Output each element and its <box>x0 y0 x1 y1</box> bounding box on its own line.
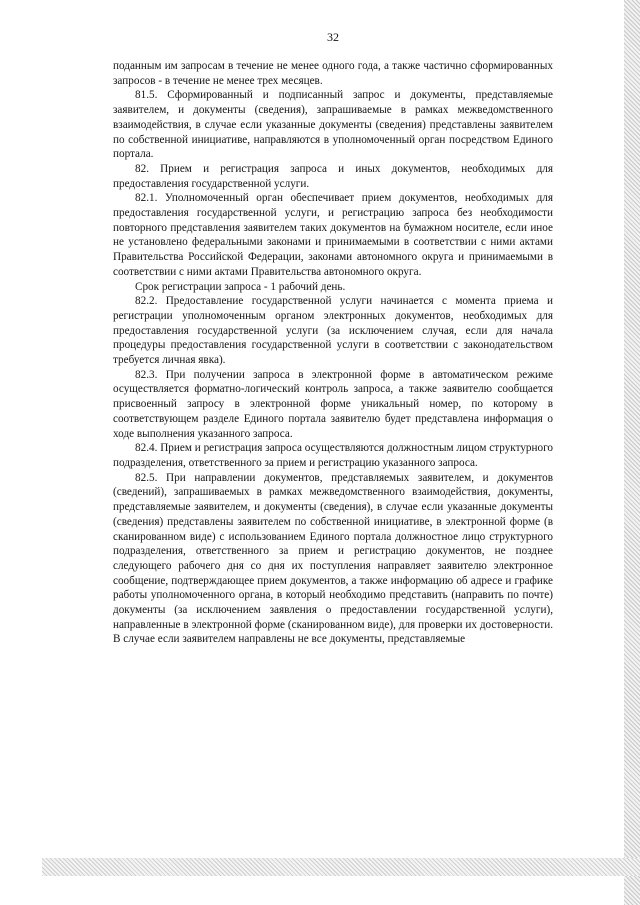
paragraph-registration-term: Срок регистрации запроса - 1 рабочий день. <box>135 280 346 293</box>
scan-edge-right <box>624 0 640 905</box>
document-page <box>113 30 553 647</box>
paragraph-continuation: поданным им запросам в течение не менее одного года, а также частично сформированных запросов - в течение не менее трех месяцев. <box>113 60 553 87</box>
paragraph-81-5: 81.5. Сформированный и подписанный запрос и документы, представляемые заявителем, и документы (сведения), запрашиваемые в рамках межведомственного взаимодействия, в случае если указанные документы (сведения) представлены заявителем по собственной инициативе, направляются в уполномоченный орган посредством Единого портала. <box>113 89 553 161</box>
paragraph-82: 82. Прием и регистрация запроса и иных документов, необходимых для предоставления государственной услуги. <box>113 162 553 190</box>
paragraph-82-1: 82.1. Уполномоченный орган обеспечивает прием документов, необходимых для предоставления государственной услуги, и регистрацию запроса без необходимости повторного представления заявителем таких документов на бумажном носителе, если иное не установлено федеральными законами и принимаемыми в соответствии с ними актами Правительства Российской Федерации, законами автономного округа и принимаемыми в соответствии с ними актами Правительства автономного округа. <box>113 192 553 278</box>
document-body <box>113 59 553 647</box>
paragraph-82-2: 82.2. Предоставление государственной услуги начинается с момента приема и регистрации уполномоченным органом электронных документов, необходимых для предоставления государственной услуги (за исключением случая, если для начала процедуры предоставления государственной услуги в соответствии с законодательством требуется личная явка). <box>113 295 553 367</box>
paragraph-82-5: 82.5. При направлении документов, представляемых заявителем, и документов (сведений), запрашиваемых в рамках межведомственного взаимодействия, документы, представляемые заявителем, и документы (сведения), в случае если указанные документы (сведения) представлены заявителем по собственной инициативе, в электронной форме (в сканированном виде) с использованием Единого портала должностное лицо структурного подразделения, ответственного за прием и регистрацию документов, не позднее следующего рабочего дня со дня их поступления направляет заявителю электронное сообщение, подтверждающее прием документов, а также информацию об адресе и графике работы уполномоченного органа, в который необходимо представить (направить по почте) документы (за исключением заявления о предоставлении государственной услуги), направленные в электронной форме (сканированном виде), для проверки их достоверности. В случае если заявителем направлены не все документы, представляемые <box>113 471 553 646</box>
page-number: 32 <box>327 30 339 44</box>
paragraph-82-4: 82.4. Прием и регистрация запроса осуществляются должностным лицом структурного подразделения, ответственного за прием и регистрацию указанного запроса. <box>113 442 553 469</box>
paragraph-82-3: 82.3. При получении запроса в электронной форме в автоматическом режиме осуществляется форматно-логический контроль запроса, а также заявителю сообщается присвоенный запросу в электронной форме уникальный номер, по которому в соответствующем разделе Единого портала заявителю будет представлена информация о ходе выполнения указанного запроса. <box>113 368 553 440</box>
scan-edge-bottom <box>42 858 640 876</box>
